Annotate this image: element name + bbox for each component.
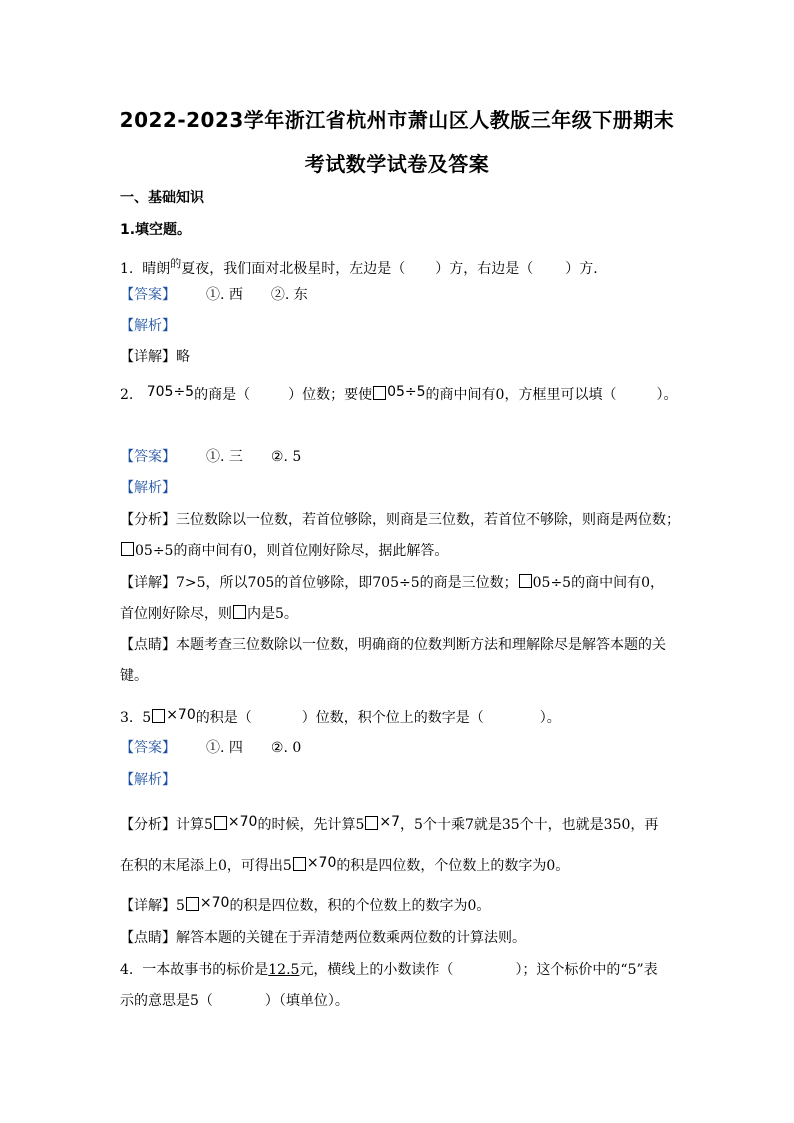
dianjing-tag: 【点睛】 [120,930,176,946]
analysis-tag: 【解析】 [120,772,176,788]
question-number: 1. [120,261,134,277]
analysis-tag: 【解析】 [120,480,176,496]
blank-box [365,816,378,830]
fenxi-3-line2: 在积的末尾添上0，可得出5 ×70的积是四位数，个位数上的数字为0。 [120,855,570,874]
doc-title-line2: 考试数学试卷及答案 [304,152,490,176]
question-2: 2. 705÷5的商是（ ）位数；要使 05÷5的商中间有0，方框里可以填（ ）。 [120,384,678,403]
detail-3: 【详解】5 ×70的积是四位数，积的个位数上的数字为0。 [120,895,491,914]
detail-tag: 【详解】 [120,575,176,591]
answer-tag: 【答案】 [120,287,176,303]
blank-box [233,605,246,619]
subsection-heading: 1.填空题。 [120,222,192,238]
question-4-line1: 4. 一本故事书的标价是12.5元，横线上的小数读作（ ）；这个标价中的“5”表 [120,962,658,978]
question-number: 4. [120,962,134,978]
question-1: 1. 晴朗$^的$夏夜，我们面对北极星时，左边是（ ）方，右边是（ ）方. [120,257,598,277]
blank-box [121,542,134,556]
detail-2-line2: 首位刚好除尽，则 内是5。 [120,606,298,622]
question-4-line2: 示的意思是5（ ）（填单位）。 [120,993,349,1009]
doc-title-line1: 2022-2023学年浙江省杭州市萧山区人教版三年级下册期末 [119,108,675,132]
answer-tag: 【答案】 [120,449,176,465]
question-number: 3. [120,710,134,726]
detail-2-line1: 【详解】7>5，所以705的首位够除，即705÷5的商是三位数； 05÷5的商中间有0， [120,575,664,591]
dianjing-3: 【点睛】解答本题的关键在于弄清楚两位数乘两位数的计算法则。 [120,930,526,946]
fenxi-tag: 【分析】 [120,512,176,528]
fenxi-2-line2: 05÷5的商中间有0，则首位刚好除尽，据此解答。 [120,542,448,560]
answer-2: 【答案】 ①. 三 ②. 5 [120,449,302,465]
detail-tag: 【详解】 [120,898,176,914]
dianjing-2-line2: 键。 [120,668,148,684]
analysis-1 [120,317,176,335]
fenxi-3-line1: 【分析】计算5 ×70的时候，先计算5 ×7，5个十乘7就是35个十，也就是350，再 [120,814,659,833]
dianjing-2-line1: 【点睛】本题考查三位数除以一位数，明确商的位数判断方法和理解除尽是解答本题的关 [120,637,666,653]
fenxi-2-line1: 【分析】三位数除以一位数，若首位够除，则商是三位数，若首位不够除，则商是两位数； [120,512,680,528]
section-heading: 一、基础知识 [120,190,204,206]
answer-tag: 【答案】 [120,740,176,756]
blank-box [186,897,199,911]
analysis-3 [120,771,176,789]
analysis-tag: 【解析】 [120,318,176,334]
question-3: 3. 5 ×70的积是（ ）位数，积个位上的数字是（ ）。 [120,707,561,726]
blank-box [293,857,306,871]
analysis-2 [120,479,176,497]
blank-box [152,709,165,723]
dianjing-tag: 【点睛】 [120,637,176,653]
price-underlined: 12.5 [268,962,300,978]
blank-box [214,816,227,830]
answer-1: 【答案】 ①. 西 ②. 东 [120,287,308,303]
fenxi-tag: 【分析】 [120,817,176,833]
question-number: 2. [120,387,134,403]
detail-tag: 【详解】 [120,349,176,365]
detail-1: 【详解】略 [120,349,190,365]
answer-3: 【答案】 ①. 四 ②. 0 [120,740,302,756]
blank-box [519,574,532,588]
blank-box [373,386,386,400]
